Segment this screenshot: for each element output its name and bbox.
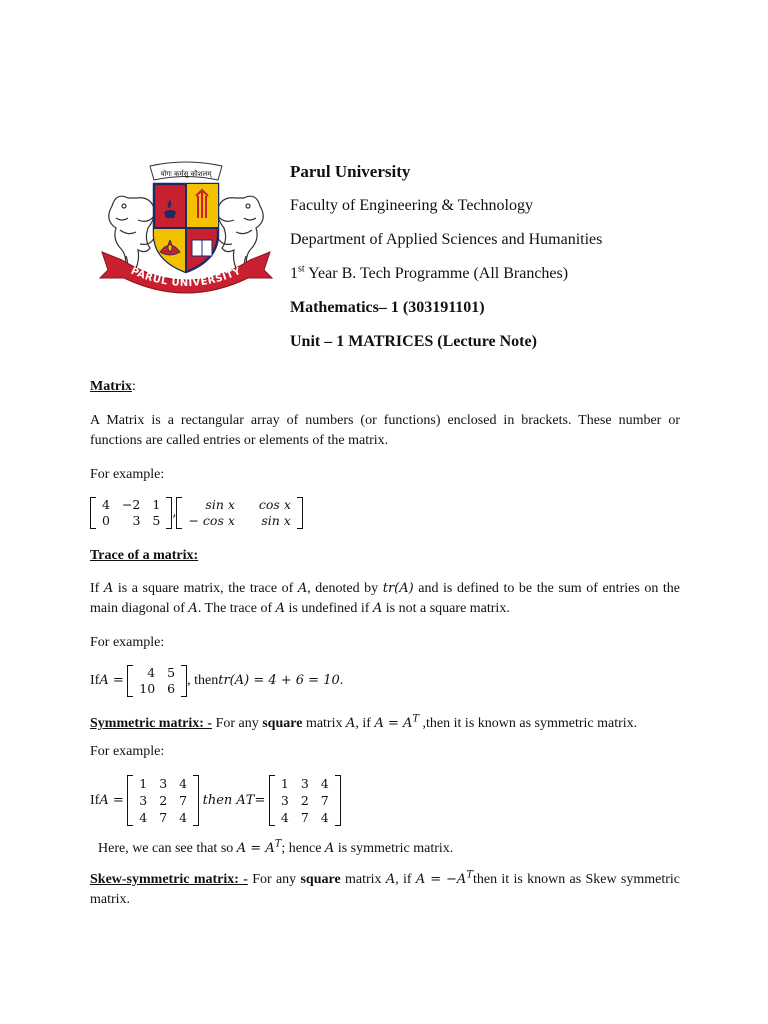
logo-motto: योगः कर्मसु कौशलम्	[160, 170, 212, 178]
trace-matrix: 4 5 10 6	[127, 665, 187, 697]
trace-example: If A = 4 5 10 6 , then tr(A) = 4 + 6 = 10 .	[90, 665, 344, 696]
example-matrix-2: sin x cos x − cos x sin x	[176, 497, 302, 529]
matrix-example	[90, 497, 680, 529]
university-name: Parul University	[290, 162, 411, 181]
department-name: Department of Applied Sciences and Humanities	[290, 231, 603, 248]
symmetric-matrix-transpose: 1 3 4 3 2 7 4 7 4	[269, 775, 341, 826]
faculty-name: Faculty of Engineering & Technology	[290, 197, 533, 214]
matrix-example-label: For example:	[90, 467, 165, 482]
unit-title: Unit – 1 MATRICES (Lecture Note)	[290, 333, 537, 350]
skew-symmetric-definition: Skew-symmetric matrix: - For any square matrix A, if $A = -A^Tthen$ it is known as Skew symmetric matrix.	[90, 869, 681, 907]
example-matrix-1: 4 −2 1 0 3 5	[90, 497, 172, 529]
matrix-heading: Matrix:	[90, 379, 136, 394]
symmetric-conclusion: Here, we can see that so $A = A^T$; hence A is symmetric matrix.	[98, 838, 454, 856]
logo-banner-text: PARUL UNIVERSITY	[129, 265, 243, 290]
symmetric-example: If A = 1 3 4 3 2 7 4 7 4 then A T = 1 3 4 3 2 7 4 7 4	[90, 775, 680, 826]
course-title: Mathematics– 1 (303191101)	[290, 299, 485, 316]
symmetric-matrix-a: 1 3 4 3 2 7 4 7 4	[127, 775, 199, 826]
matrix-definition: A Matrix is a rectangular array of numbers (or functions) enclosed in brackets. These number or functions are called entries or elements of the matrix.	[90, 413, 680, 448]
symmetric-example-label: For example:	[90, 744, 165, 759]
university-logo	[98, 160, 274, 296]
trace-example-label: For example:	[90, 635, 165, 650]
symmetric-definition: Symmetric matrix: - For any square matrix A, if $A = A^T$ ,then it is known as symmetric matrix.	[90, 713, 638, 731]
trace-heading: Trace of a matrix:	[90, 548, 199, 563]
trace-definition: If A is a square matrix, the trace of A, denoted by tr(A) and is defined to be the sum of entries on the main diagonal of A. The trace of A is undefined if A is not a square matrix.	[90, 581, 681, 616]
document-header	[290, 155, 730, 359]
shield-icon	[154, 184, 218, 272]
matrix-separator: ,	[172, 505, 177, 520]
programme-line: 1st Year B. Tech Programme (All Branches)	[290, 263, 569, 282]
